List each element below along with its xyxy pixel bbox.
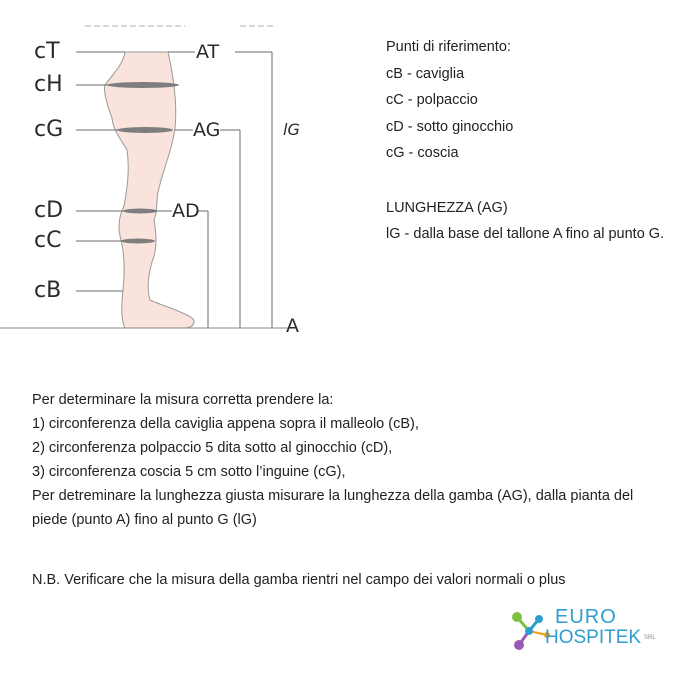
reference-points-block xyxy=(386,34,698,248)
length-description: lG - dalla base del tallone A fino al punto G. xyxy=(386,226,665,242)
instruction-step: 1) circonferenza della caviglia appena sopra il malleolo (cB), xyxy=(32,416,419,432)
label-cD: cD xyxy=(34,198,64,223)
spacer xyxy=(386,167,698,195)
logo-word-hospitek: HOSPITEK xyxy=(545,627,642,648)
label-AT: AT xyxy=(196,41,220,63)
logo-word-euro: EURO xyxy=(555,606,617,628)
label-AD: AD xyxy=(172,200,200,222)
label-cH: cH xyxy=(34,72,63,97)
leg-measurement-diagram xyxy=(0,0,360,345)
length-instruction-line2: piede (punto A) fino al punto G (lG) xyxy=(32,512,257,528)
label-cT: cT xyxy=(34,39,60,64)
label-cG: cG xyxy=(34,117,64,142)
eurohospitek-logo xyxy=(505,603,665,655)
length-title: LUNGHEZZA (AG) xyxy=(386,199,508,216)
reference-item: cB - caviglia xyxy=(386,65,465,82)
label-lG: lG xyxy=(283,120,300,139)
reference-item: cG - coscia xyxy=(386,145,459,161)
band-cG xyxy=(117,127,173,133)
instructions-block xyxy=(32,388,692,532)
label-A: A xyxy=(286,315,299,337)
band-cC xyxy=(121,239,155,244)
band-cD xyxy=(123,209,157,214)
reference-title: Punti di riferimento: xyxy=(386,39,511,55)
label-AG: AG xyxy=(193,119,221,141)
leg-silhouette xyxy=(104,52,194,328)
instructions-intro: Per determinare la misura corretta prendere la: xyxy=(32,392,334,408)
note-text: N.B. Verificare che la misura della gamba rientri nel campo dei valori normali o plus xyxy=(32,572,566,588)
instruction-step: 3) circonferenza coscia 5 cm sotto l’inguine (cG), xyxy=(32,464,346,480)
label-cB: cB xyxy=(34,278,62,303)
length-instruction-line1: Per detreminare la lunghezza giusta misurare la lunghezza della gamba (AG), dalla pianta del xyxy=(32,488,634,504)
instruction-step: 2) circonferenza polpaccio 5 dita sotto al ginocchio (cD), xyxy=(32,440,393,456)
logo-suffix: SRL xyxy=(644,635,656,641)
band-cH xyxy=(107,82,179,88)
reference-item: cD - sotto ginocchio xyxy=(386,118,514,135)
label-cC: cC xyxy=(34,228,62,253)
reference-item: cC - polpaccio xyxy=(386,92,478,108)
